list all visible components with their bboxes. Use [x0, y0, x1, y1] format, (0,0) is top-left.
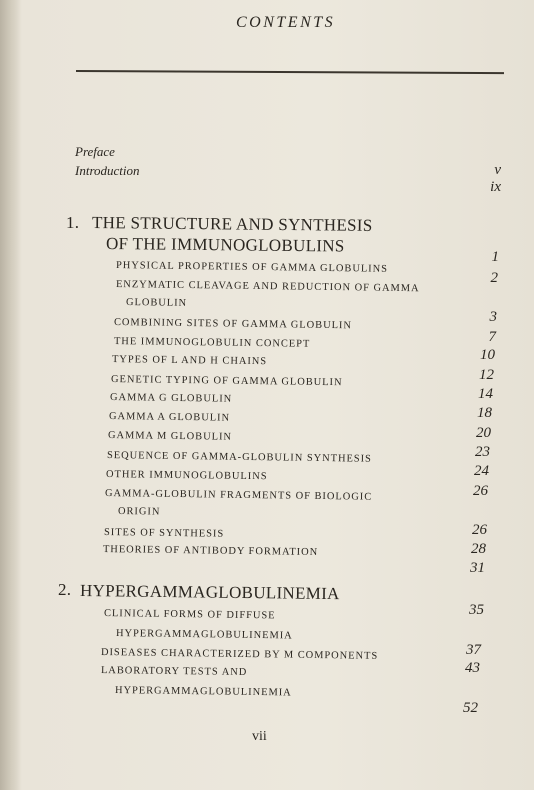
toc-page: 26	[473, 483, 488, 499]
toc-entry: OTHER IMMUNOGLOBULINS	[105, 469, 268, 483]
toc-page: 10	[480, 347, 495, 363]
toc-page: 3	[489, 309, 497, 325]
chapter-title: OF THE IMMUNOGLOBULINS	[105, 234, 345, 256]
toc-page: 37	[466, 642, 481, 658]
toc-page: 52	[463, 700, 478, 716]
toc-entry: GAMMA M GLOBULIN	[107, 430, 233, 443]
toc-entry: COMBINING SITES OF GAMMA GLOBULIN	[113, 317, 352, 332]
book-gutter-shadow	[0, 0, 22, 790]
toc-entry: THE IMMUNOGLOBULIN CONCEPT	[113, 336, 311, 350]
chapter-number: 2.	[58, 580, 72, 599]
toc-entry: DISEASES CHARACTERIZED BY M COMPONENTS	[100, 647, 379, 662]
toc-entry-continuation: HYPERGAMMAGLOBULINEMIA	[114, 685, 292, 699]
toc-page: 28	[471, 541, 486, 557]
toc-entry: GAMMA A GLOBULIN	[108, 411, 231, 424]
page-number: vii	[252, 729, 267, 744]
toc-page: 24	[474, 463, 489, 479]
chapter-title: THE STRUCTURE AND SYNTHESIS	[91, 213, 373, 235]
toc-page: 20	[476, 425, 491, 441]
toc-entry: CLINICAL FORMS OF DIFFUSE	[103, 608, 276, 622]
front-matter-page: v	[494, 162, 501, 178]
front-matter-label: Introduction	[75, 163, 140, 178]
toc-entry: PHYSICAL PROPERTIES OF GAMMA GLOBULINS	[115, 260, 389, 275]
toc-entry: GAMMA-GLOBULIN FRAGMENTS OF BIOLOGIC	[104, 488, 373, 503]
toc-page: 2	[490, 270, 498, 286]
toc-page: 43	[465, 660, 480, 676]
front-matter-page: ix	[490, 179, 501, 195]
toc-page: 18	[477, 405, 492, 421]
front-matter-label: Preface	[75, 144, 115, 159]
chapter-number: 1.	[66, 213, 80, 232]
toc-page: 23	[475, 444, 490, 460]
toc-entry: SEQUENCE OF GAMMA-GLOBULIN SYNTHESIS	[106, 450, 372, 465]
toc-page: 26	[472, 522, 487, 538]
title-rule	[76, 70, 504, 74]
toc-entry: GAMMA G GLOBULIN	[109, 392, 233, 405]
page-title: CONTENTS	[236, 14, 336, 31]
toc-entry-continuation: GLOBULIN	[125, 297, 188, 309]
toc-entry: THEORIES OF ANTIBODY FORMATION	[102, 544, 319, 559]
toc-entry-continuation: ORIGIN	[117, 506, 161, 518]
toc-entry: SITES OF SYNTHESIS	[103, 527, 225, 540]
toc-page: 14	[478, 386, 493, 402]
toc-page: 7	[488, 329, 496, 345]
chapter-page: 35	[469, 602, 484, 618]
chapter-title: HYPERGAMMAGLOBULINEMIA	[79, 581, 340, 604]
toc-entry: GENETIC TYPING OF GAMMA GLOBULIN	[110, 374, 343, 389]
toc-entry: LABORATORY TESTS AND	[100, 665, 248, 679]
toc-entry-continuation: HYPERGAMMAGLOBULINEMIA	[115, 628, 293, 642]
toc-page: 31	[470, 560, 485, 576]
toc-entry: ENZYMATIC CLEAVAGE AND REDUCTION OF GAMMA	[115, 279, 420, 295]
toc-page: 12	[479, 367, 494, 383]
chapter-page: 1	[491, 249, 499, 265]
toc-entry: TYPES OF L AND H CHAINS	[111, 354, 268, 368]
